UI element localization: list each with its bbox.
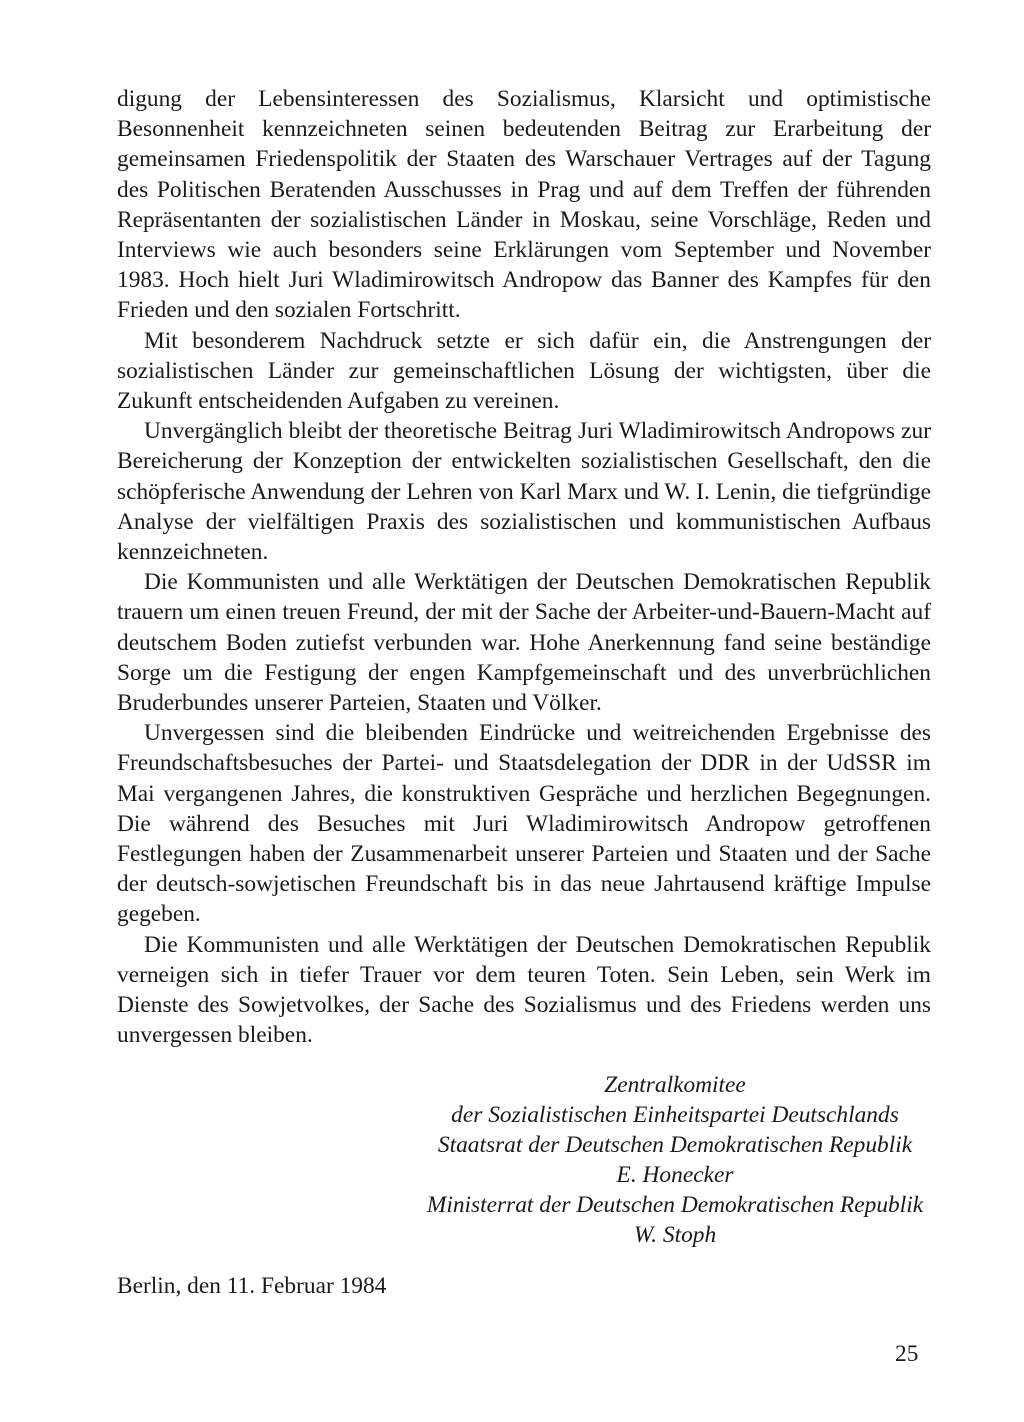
place-date: Berlin, den 11. Februar 1984: [117, 1273, 387, 1299]
signature-line: E. Honecker: [616, 1162, 734, 1188]
signature-line: der Sozialistischen Einheitspartei Deutschlands: [451, 1102, 899, 1128]
signature-block: [400, 1070, 950, 1250]
paragraph: Die Kommunisten und alle Werktätigen der Deutschen Demokratischen Republik verneigen sich in tiefer Trauer vor dem teuren Toten. Sein Leben, sein Werk im Dienste des Sowjetvolkes, der Sache des Sozialismus und des Friedens werden uns unvergessen bleiben.: [117, 931, 931, 1049]
signature-line: W. Stoph: [633, 1222, 717, 1248]
paragraph: Unvergänglich bleibt der theoretische Beitrag Juri Wladimirowitsch Andropows zur Bereicherung der Konzeption der entwickelten sozialistischen Gesellschaft, den die schöpferische Anwendung der Lehren von Karl Marx und W. I. Lenin, die tiefgründige Analyse der vielfältigen Praxis des sozialistischen und kommunistischen Aufbaus kennzeichneten.: [117, 418, 931, 566]
paragraph: Die Kommunisten und alle Werktätigen der Deutschen Demokratischen Republik trauern um einen treuen Freund, der mit der Sache der Arbeiter-und-Bauern-Macht auf deutschem Boden zutiefst verbunden war. Hohe Anerkennung fand seine beständige Sorge um die Festigung der engen Kampfgemeinschaft und des unverbrüchlichen Bruderbundes unserer Parteien, Staaten und Völker.: [117, 569, 931, 717]
body-text: [117, 84, 931, 1051]
signature-line: Ministerrat der Deutschen Demokratischen Republik: [426, 1192, 924, 1218]
paragraph: Unvergessen sind die bleibenden Eindrücke und weitreichenden Ergebnisse des Freundschaftsbesuches der Partei- und Staatsdelegation der DDR in der UdSSR im Mai vergangenen Jahres, die konstruktiven Gespräche und herzlichen Begegnungen. Die während des Besuches mit Juri Wladimirowitsch Andropow getroffenen Festlegungen haben der Zusammenarbeit unserer Parteien und Staaten und der Sache der deutsch-sowjetischen Freundschaft bis in das neue Jahrtausend kräftige Impulse gegeben.: [117, 720, 931, 928]
signature-line: Staatsrat der Deutschen Demokratischen Republik: [437, 1132, 913, 1158]
signature-line: Zentralkomitee: [604, 1072, 746, 1098]
page-number: 25: [895, 1341, 919, 1367]
paragraph: digung der Lebensinteressen des Sozialismus, Klarsicht und optimistische Besonnenheit kennzeichneten seinen bedeutenden Beitrag zur Erarbeitung der gemeinsamen Friedenspolitik der Staaten des Warschauer Vertrages auf der Tagung des Politischen Beratenden Ausschusses in Prag und auf dem Treffen der führenden Repräsentanten der sozialistischen Länder in Moskau, seine Vorschläge, Reden und Interviews wie auch besonders seine Erklärungen vom September und November 1983. Hoch hielt Juri Wladimirowitsch Andropow das Banner des Kampfes für den Frieden und den sozialen Fortschritt.: [117, 86, 931, 324]
paragraph: Mit besonderem Nachdruck setzte er sich dafür ein, die Anstrengungen der sozialistischen Länder zur gemeinschaftlichen Lösung der wichtigsten, über die Zukunft entscheidenden Aufgaben zu vereinen.: [117, 327, 931, 415]
